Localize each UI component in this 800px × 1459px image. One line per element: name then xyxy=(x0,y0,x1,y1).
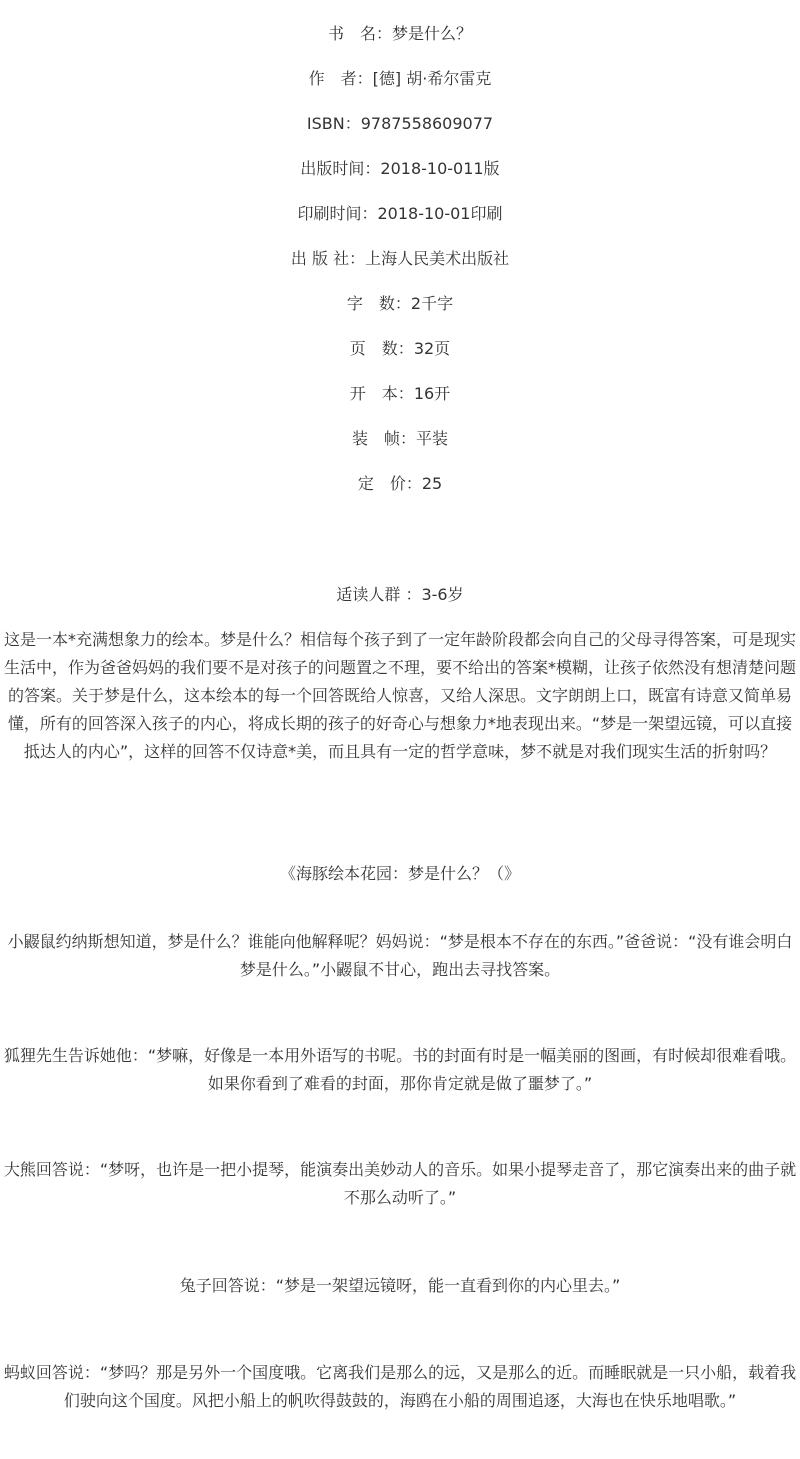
print-date-value: 2018-10-01印刷 xyxy=(377,204,503,223)
excerpt-paragraph: 兔子回答说：“梦是一架望远镜呀，能一直看到你的内心里去。” xyxy=(179,1276,621,1295)
format-label: 开 本： xyxy=(349,384,414,403)
price-row xyxy=(0,474,800,494)
audience-label: 适读人群 ： xyxy=(336,585,422,604)
page-count-row xyxy=(0,339,800,359)
price-label: 定 价： xyxy=(357,474,422,493)
audience-row xyxy=(0,585,800,605)
book-title-row xyxy=(0,24,800,44)
word-count-row xyxy=(0,294,800,314)
publish-date-label: 出版时间： xyxy=(300,159,381,178)
price-value: 25 xyxy=(421,474,443,493)
audience-value: 3-6岁 xyxy=(421,585,464,604)
word-count-value: 2千字 xyxy=(410,294,454,313)
isbn-value: 9787558609077 xyxy=(360,114,494,133)
binding-row xyxy=(0,429,800,449)
isbn-label: ISBN： xyxy=(306,114,361,133)
isbn-row xyxy=(0,114,800,134)
binding-value: 平装 xyxy=(416,429,449,448)
excerpt-paragraph: 小鼹鼠约纳斯想知道，梦是什么？谁能向他解释呢？妈妈说：“梦是根本不存在的东西。”爸爸说：“没有谁会明白梦是什么。”小鼹鼠不甘心，跑出去寻找答案。 xyxy=(7,932,793,979)
word-count-label: 字 数： xyxy=(346,294,411,313)
intro-paragraph: 这是一本*充满想象力的绘本。梦是什么？相信每个孩子到了一定年龄阶段都会向自己的父母寻得答案，可是现实生活中，作为爸爸妈妈的我们要不是对孩子的问题置之不理，要不给出的答案*模糊，让孩子依然没有想清楚问题的答案。关于梦是什么，这本绘本的每一个回答既给人惊喜，又给人深思。文字朗朗上口，既富有诗意又简单易懂，所有的回答深入孩子的内心，将成长期的孩子的好奇心与想象力*地表现出来。“梦是一架望远镜，可以直接抵达人的内心”，这样的回答不仅诗意*美，而且具有一定的哲学意味，梦不就是对我们现实生活的折射吗？ xyxy=(3,630,796,761)
print-date-row xyxy=(0,204,800,224)
author-row xyxy=(0,69,800,89)
publish-date-value: 2018-10-011版 xyxy=(380,159,500,178)
publish-date-row xyxy=(0,159,800,179)
format-row xyxy=(0,384,800,404)
publisher-row xyxy=(0,249,800,269)
book-title-label: 书 名： xyxy=(327,24,392,43)
print-date-label: 印刷时间： xyxy=(297,204,378,223)
excerpt-paragraph: 大熊回答说：“梦呀，也许是一把小提琴，能演奏出美妙动人的音乐。如果小提琴走音了，那它演奏出来的曲子就不那么动听了。” xyxy=(3,1160,797,1207)
excerpt-paragraph: 蚂蚁回答说：“梦吗？那是另外一个国度哦。它离我们是那么的远，又是那么的近。而睡眠就是一只小船，载着我们驶向这个国度。风把小船上的帆吹得鼓鼓的，海鸥在小船的周围追逐，大海也在快乐地唱歌。” xyxy=(3,1363,797,1410)
author-value: [德] 胡·希尔雷克 xyxy=(372,69,492,88)
publisher-value: 上海人民美术出版社 xyxy=(365,249,510,268)
format-value: 16开 xyxy=(413,384,451,403)
page-count-label: 页 数： xyxy=(349,339,414,358)
page-count-value: 32页 xyxy=(413,339,451,358)
excerpt-title: 《海豚绘本花园：梦是什么？（》 xyxy=(279,864,520,883)
author-label: 作 者： xyxy=(308,69,373,88)
book-title-value: 梦是什么？ xyxy=(392,24,473,43)
publisher-label: 出 版 社： xyxy=(290,249,366,268)
binding-label: 装 帧： xyxy=(351,429,416,448)
excerpt-paragraph: 狐狸先生告诉她他：“梦嘛，好像是一本用外语写的书呢。书的封面有时是一幅美丽的图画，有时候却很难看哦。如果你看到了难看的封面，那你肯定就是做了噩梦了。” xyxy=(3,1046,797,1093)
